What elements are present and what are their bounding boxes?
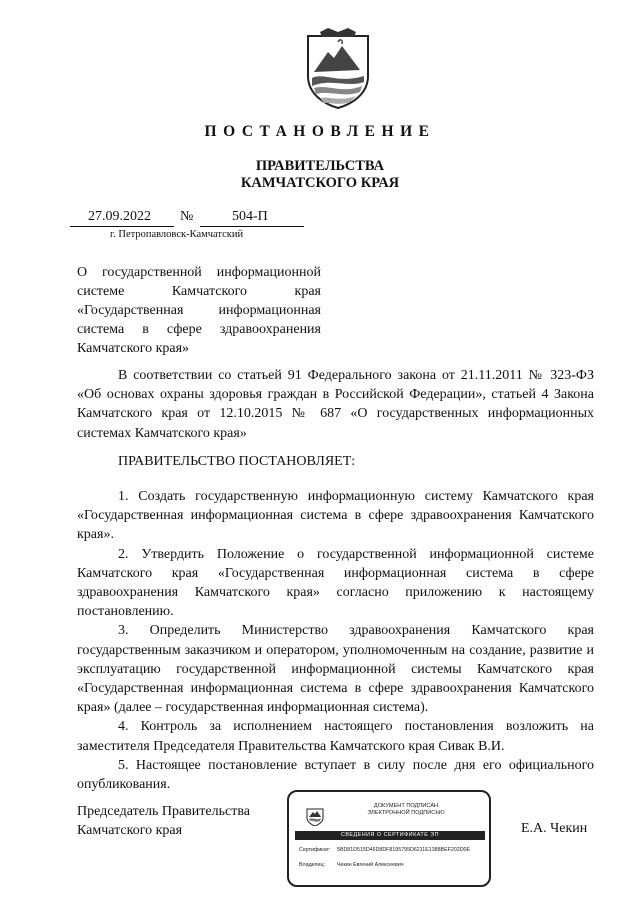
stamp-header [331, 803, 481, 817]
item-4: 4. Контроль за исполнением настоящего постановления возложить на заместителя Председателя Правительства Камчатского края Сивак В.И. [77, 719, 594, 754]
stamp-certificate-bar: СВЕДЕНИЯ О СЕРТИФИКАТЕ ЭП [295, 831, 485, 840]
subject-line-1: О государственной информационной [77, 265, 321, 280]
signatory-name: Е.А. Чекин [521, 821, 588, 836]
resolution-heading: ПРАВИТЕЛЬСТВО ПОСТАНОВЛЯЕТ: [118, 454, 356, 469]
date-underline [70, 226, 174, 227]
stamp-title-line-2: ЭЛЕКТРОННОЙ ПОДПИСЬЮ [367, 810, 445, 816]
certificate-label: Сертификат: [299, 847, 331, 853]
preamble-text: В соответствии со статьей 91 Федерального закона от 21.11.2011 № 323-ФЗ «Об основах охраны здоровья граждан в Российской Федерации», статьей 4 Закона Камчатского края от 12.10.2015 № 687 «О государственных информационных системах Камчатского края» [77, 368, 594, 441]
document-date: 27.09.2022 [88, 209, 151, 224]
item-5: 5. Настоящее постановление вступает в силу после дня его официального опубликования. [77, 757, 594, 793]
position-line-2: Камчатского края [77, 823, 183, 838]
resolution-items [77, 487, 594, 794]
item-3: 3. Определить Министерство здравоохранения Камчатского края государственным заказчиком и оператором, уполномоченным на создание, развитие и эксплуатацию государственной информационной системы Камчатского края «Государственная информационная система в сфере здравоохранения Камчатского края» (далее – государственная информационная система). [77, 623, 594, 716]
item-1: 1. Создать государственную информационную систему Камчатского края «Государственная информационная система в сфере здравоохранения Камчатского края». [77, 489, 594, 543]
issuing-authority [0, 158, 640, 192]
preamble [77, 366, 594, 443]
document-city: г. Петропавловск-Камчатский [110, 229, 244, 240]
certificate-value: 5BD81D515D46D8DF8195795D6211E1388BEF202D0E [337, 847, 471, 853]
document-number: 504-П [232, 209, 268, 224]
authority-line-1: ПРАВИТЕЛЬСТВА [255, 158, 385, 174]
item-2: 2. Утвердить Положение о государственной информационной системе Камчатского края «Государственная информационная система в сфере здравоохранения Камчатского края» согласно приложению к настоящему постановлению. [77, 546, 594, 620]
coat-of-arms-emblem [302, 28, 374, 110]
stamp-emblem-icon [305, 806, 325, 826]
authority-line-2: КАМЧАТСКОГО КРАЯ [240, 175, 400, 191]
subject-line-5: Камчатского края» [77, 341, 190, 356]
subject-line-4: система в сфере здравоохранения [77, 322, 321, 337]
document-type-title: ПОСТАНОВЛЕНИЕ [204, 123, 436, 140]
owner-value: Чекин Евгений Алексеевич [337, 862, 404, 868]
subject-line-2: системе Камчатского края [77, 284, 321, 299]
stamp-title-line-1: ДОКУМЕНТ ПОДПИСАН [373, 803, 439, 809]
owner-label: Владелец: [299, 862, 325, 868]
signatory-position [77, 802, 250, 840]
position-line-1: Председатель Правительства [77, 804, 250, 819]
subject-line-3: «Государственная информационная [77, 303, 321, 318]
number-sign: № [180, 209, 194, 224]
number-underline [200, 226, 304, 227]
document-subject [77, 263, 321, 358]
electronic-signature-stamp [287, 790, 491, 887]
